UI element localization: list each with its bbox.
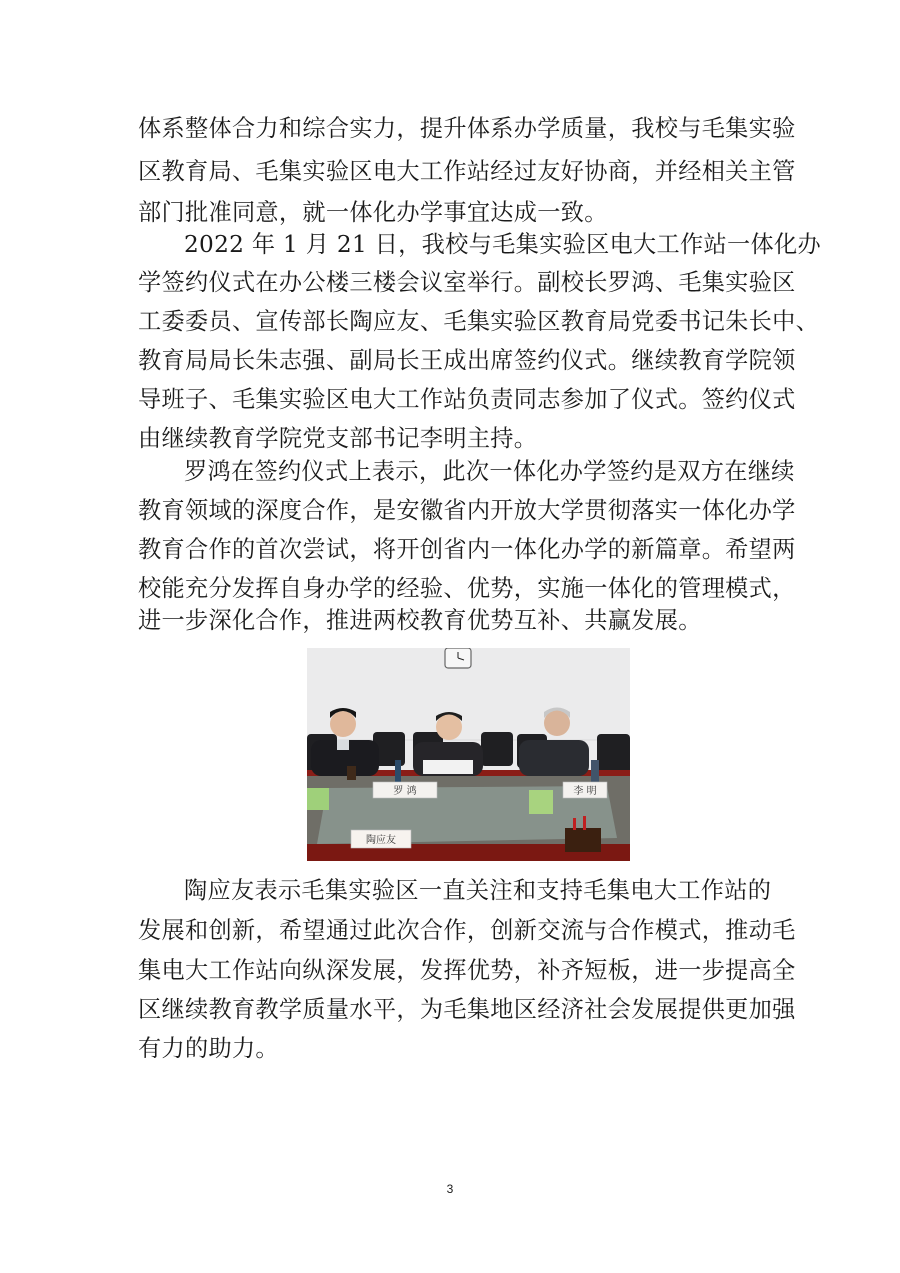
nameplate-tao-text: 陶应友 <box>366 835 396 846</box>
paragraph-4-line-4: 区继续教育教学质量水平，为毛集地区经济社会发展提供更加强 <box>138 996 796 1023</box>
paragraph-1-line-3: 部门批准同意，就一体化办学事宜达成一致。 <box>138 199 608 226</box>
paragraph-3-line-2: 教育领域的深度合作，是安徽省内开放大学贯彻落实一体化办学 <box>138 497 796 524</box>
nameplate-luo-text: 罗 鸿 <box>393 786 417 797</box>
nameplate-li <box>563 782 607 798</box>
paragraph-2-line-6: 由继续教育学院党支部书记李明主持。 <box>138 425 538 452</box>
paragraph-3-line-3: 教育合作的首次尝试，将开创省内一体化办学的新篇章。希望两 <box>138 536 796 563</box>
nameplate-li-text: 李 明 <box>573 786 597 797</box>
paragraph-3-line-1: 罗鸿在签约仪式上表示，此次一体化办学签约是双方在继续 <box>184 458 795 485</box>
paragraph-4-line-1: 陶应友表示毛集实验区一直关注和支持毛集电大工作站的 <box>184 877 772 904</box>
paragraph-3-line-5: 进一步深化合作，推进两校教育优势互补、共赢发展。 <box>138 607 702 634</box>
page-number: 3 <box>446 1182 454 1196</box>
paragraph-2-line-3: 工委委员、宣传部长陶应友、毛集实验区教育局党委书记朱长中、 <box>138 308 820 335</box>
meeting-photo <box>307 648 630 861</box>
meeting-photo-illustration <box>307 648 630 861</box>
paragraph-2-line-1: 2022 年 1 月 21 日，我校与毛集实验区电大工作站一体化办 <box>184 231 821 258</box>
paragraph-1-line-2: 区教育局、毛集实验区电大工作站经过友好协商，并经相关主管 <box>138 158 796 185</box>
paragraph-2-line-2: 学签约仪式在办公楼三楼会议室举行。副校长罗鸿、毛集实验区 <box>138 269 796 296</box>
nameplate-tao <box>351 830 411 848</box>
wall-clock-icon <box>445 648 471 668</box>
paragraph-3-line-4: 校能充分发挥自身办学的经验、优势，实施一体化的管理模式， <box>138 575 796 602</box>
paragraph-2-line-5: 导班子、毛集实验区电大工作站负责同志参加了仪式。签约仪式 <box>138 386 796 413</box>
paragraph-1-line-1: 体系整体合力和综合实力，提升体系办学质量，我校与毛集实验 <box>138 115 796 142</box>
paragraph-2-line-4: 教育局局长朱志强、副局长王成出席签约仪式。继续教育学院领 <box>138 347 796 374</box>
paragraph-4-line-2: 发展和创新，希望通过此次合作，创新交流与合作模式，推动毛 <box>138 917 796 944</box>
paragraph-4-line-3: 集电大工作站向纵深发展，发挥优势，补齐短板，进一步提高全 <box>138 957 796 984</box>
paragraph-4-line-5: 有力的助力。 <box>138 1035 279 1062</box>
nameplate-luo <box>373 782 437 798</box>
